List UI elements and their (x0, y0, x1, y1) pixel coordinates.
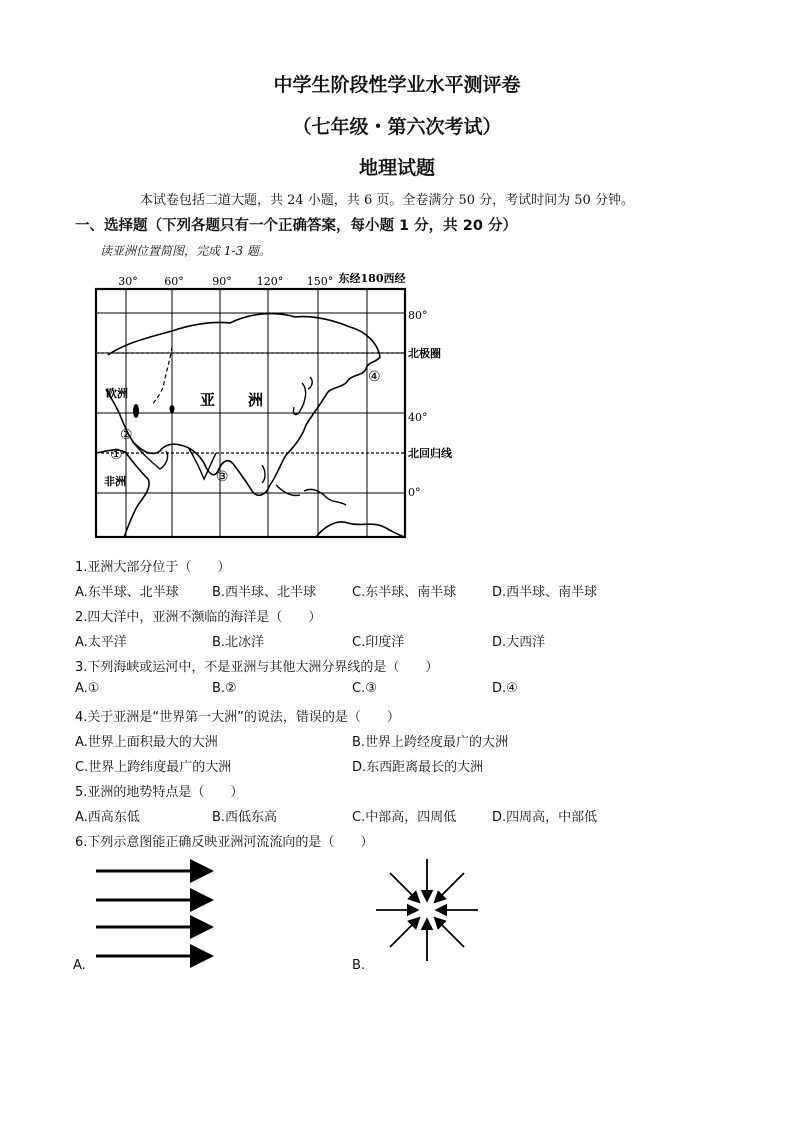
question-2: 2.四大洋中，亚洲不濒临的海洋是（ ） (75, 610, 322, 625)
arctic-circle-label: 北极圈 (408, 347, 441, 360)
japan-islands (293, 377, 312, 414)
lon-label-30: 30° (118, 275, 138, 288)
q6-option-a[interactable]: A. (73, 958, 86, 973)
q3-option-d[interactable]: D.④ (492, 681, 518, 696)
caspian-sea (133, 404, 139, 418)
lon-label-150: 150° (306, 275, 334, 288)
q3-option-a[interactable]: A.① (75, 681, 100, 696)
lon-label-180: 东经180西经 (338, 272, 406, 285)
asia-coastline (106, 314, 380, 496)
mark-4: ④ (368, 369, 381, 385)
q4-option-c[interactable]: C.世界上跨纬度最广的大洲 (75, 760, 232, 775)
asia-label-2: 洲 (248, 391, 264, 409)
q2-option-c[interactable]: C.印度洋 (352, 635, 405, 650)
q6-option-b[interactable]: B. (352, 958, 366, 973)
q6-diagram-b[interactable] (372, 855, 482, 965)
question-3: 3.下列海峡或运河中，不是亚洲与其他大洲分界线的是（ ） (75, 660, 439, 675)
q5-option-b[interactable]: B.西低东高 (212, 810, 278, 825)
q4-option-b[interactable]: B.世界上跨经度最广的大洲 (352, 735, 509, 750)
lake-marker (170, 405, 175, 413)
map-instruction: 读亚洲位置简图，完成 1-3 题。 (100, 244, 271, 258)
question-5: 5.亚洲的地势特点是（ ） (75, 785, 244, 800)
q1-option-d[interactable]: D.西半球、南半球 (492, 585, 598, 600)
lon-label-120: 120° (256, 275, 284, 288)
lon-label-60: 60° (164, 275, 184, 288)
q3-option-b[interactable]: B.② (212, 681, 237, 696)
arrow-inward-icon (436, 873, 464, 901)
q3-option-c[interactable]: C.③ (352, 681, 377, 696)
q6-diagram-a[interactable] (90, 855, 225, 970)
question-1: 1.亚洲大部分位于（ ） (75, 560, 231, 575)
q5-option-a[interactable]: A.西高东低 (75, 810, 140, 825)
lat-label-80: 80° (408, 309, 428, 322)
lat-label-0: 0° (408, 486, 421, 499)
asia-location-map (80, 265, 460, 550)
q4-option-a[interactable]: A.世界上面积最大的大洲 (75, 735, 218, 750)
lon-label-90: 90° (212, 275, 232, 288)
arrow-inward-icon (390, 873, 418, 901)
q2-option-b[interactable]: B.北冰洋 (212, 635, 265, 650)
exam-intro: 本试卷包括二道大题，共 24 小题，共 6 页。全卷满分 50 分，考试时间为 50 分钟。 (140, 193, 634, 208)
arrow-inward-icon (390, 919, 418, 947)
africa-label: 非洲 (104, 475, 126, 488)
asia-label-1: 亚 (200, 391, 216, 409)
southeast-asia-islands (262, 465, 346, 505)
question-4: 4.关于亚洲是“世界第一大洲”的说法，错误的是（ ） (75, 710, 400, 725)
section-heading: 一、选择题（下列各题只有一个正确答案，每小题 1 分，共 20 分） (75, 218, 517, 234)
mark-3: ③ (216, 469, 229, 485)
q5-option-d[interactable]: D.四周高，中部低 (492, 810, 598, 825)
q5-option-c[interactable]: C.中部高，四周低 (352, 810, 457, 825)
lat-label-40: 40° (408, 411, 428, 424)
q4-option-d[interactable]: D.东西距离最长的大洲 (352, 760, 484, 775)
arrow-inward-icon (436, 919, 464, 947)
australia-coast (316, 522, 405, 537)
subject-title: 地理试题 (358, 157, 435, 179)
europe-asia-boundary (152, 347, 172, 405)
q1-option-c[interactable]: C.东半球、南半球 (352, 585, 457, 600)
page-title: 中学生阶段性学业水平测评卷 (273, 74, 521, 96)
tropic-label: 北回归线 (408, 447, 452, 460)
q1-option-a[interactable]: A.东半球、北半球 (75, 585, 179, 600)
q2-option-a[interactable]: A.太平洋 (75, 635, 127, 650)
q2-option-d[interactable]: D.大西洋 (492, 635, 546, 650)
q1-option-b[interactable]: B.西半球、北半球 (212, 585, 317, 600)
question-6: 6.下列示意图能正确反映亚洲河流流向的是（ ） (75, 835, 374, 850)
page-subtitle: （七年级・第六次考试） (292, 116, 502, 138)
mark-2: ② (120, 427, 133, 443)
europe-label: 欧洲 (106, 387, 128, 400)
mark-1: ① (110, 447, 123, 463)
